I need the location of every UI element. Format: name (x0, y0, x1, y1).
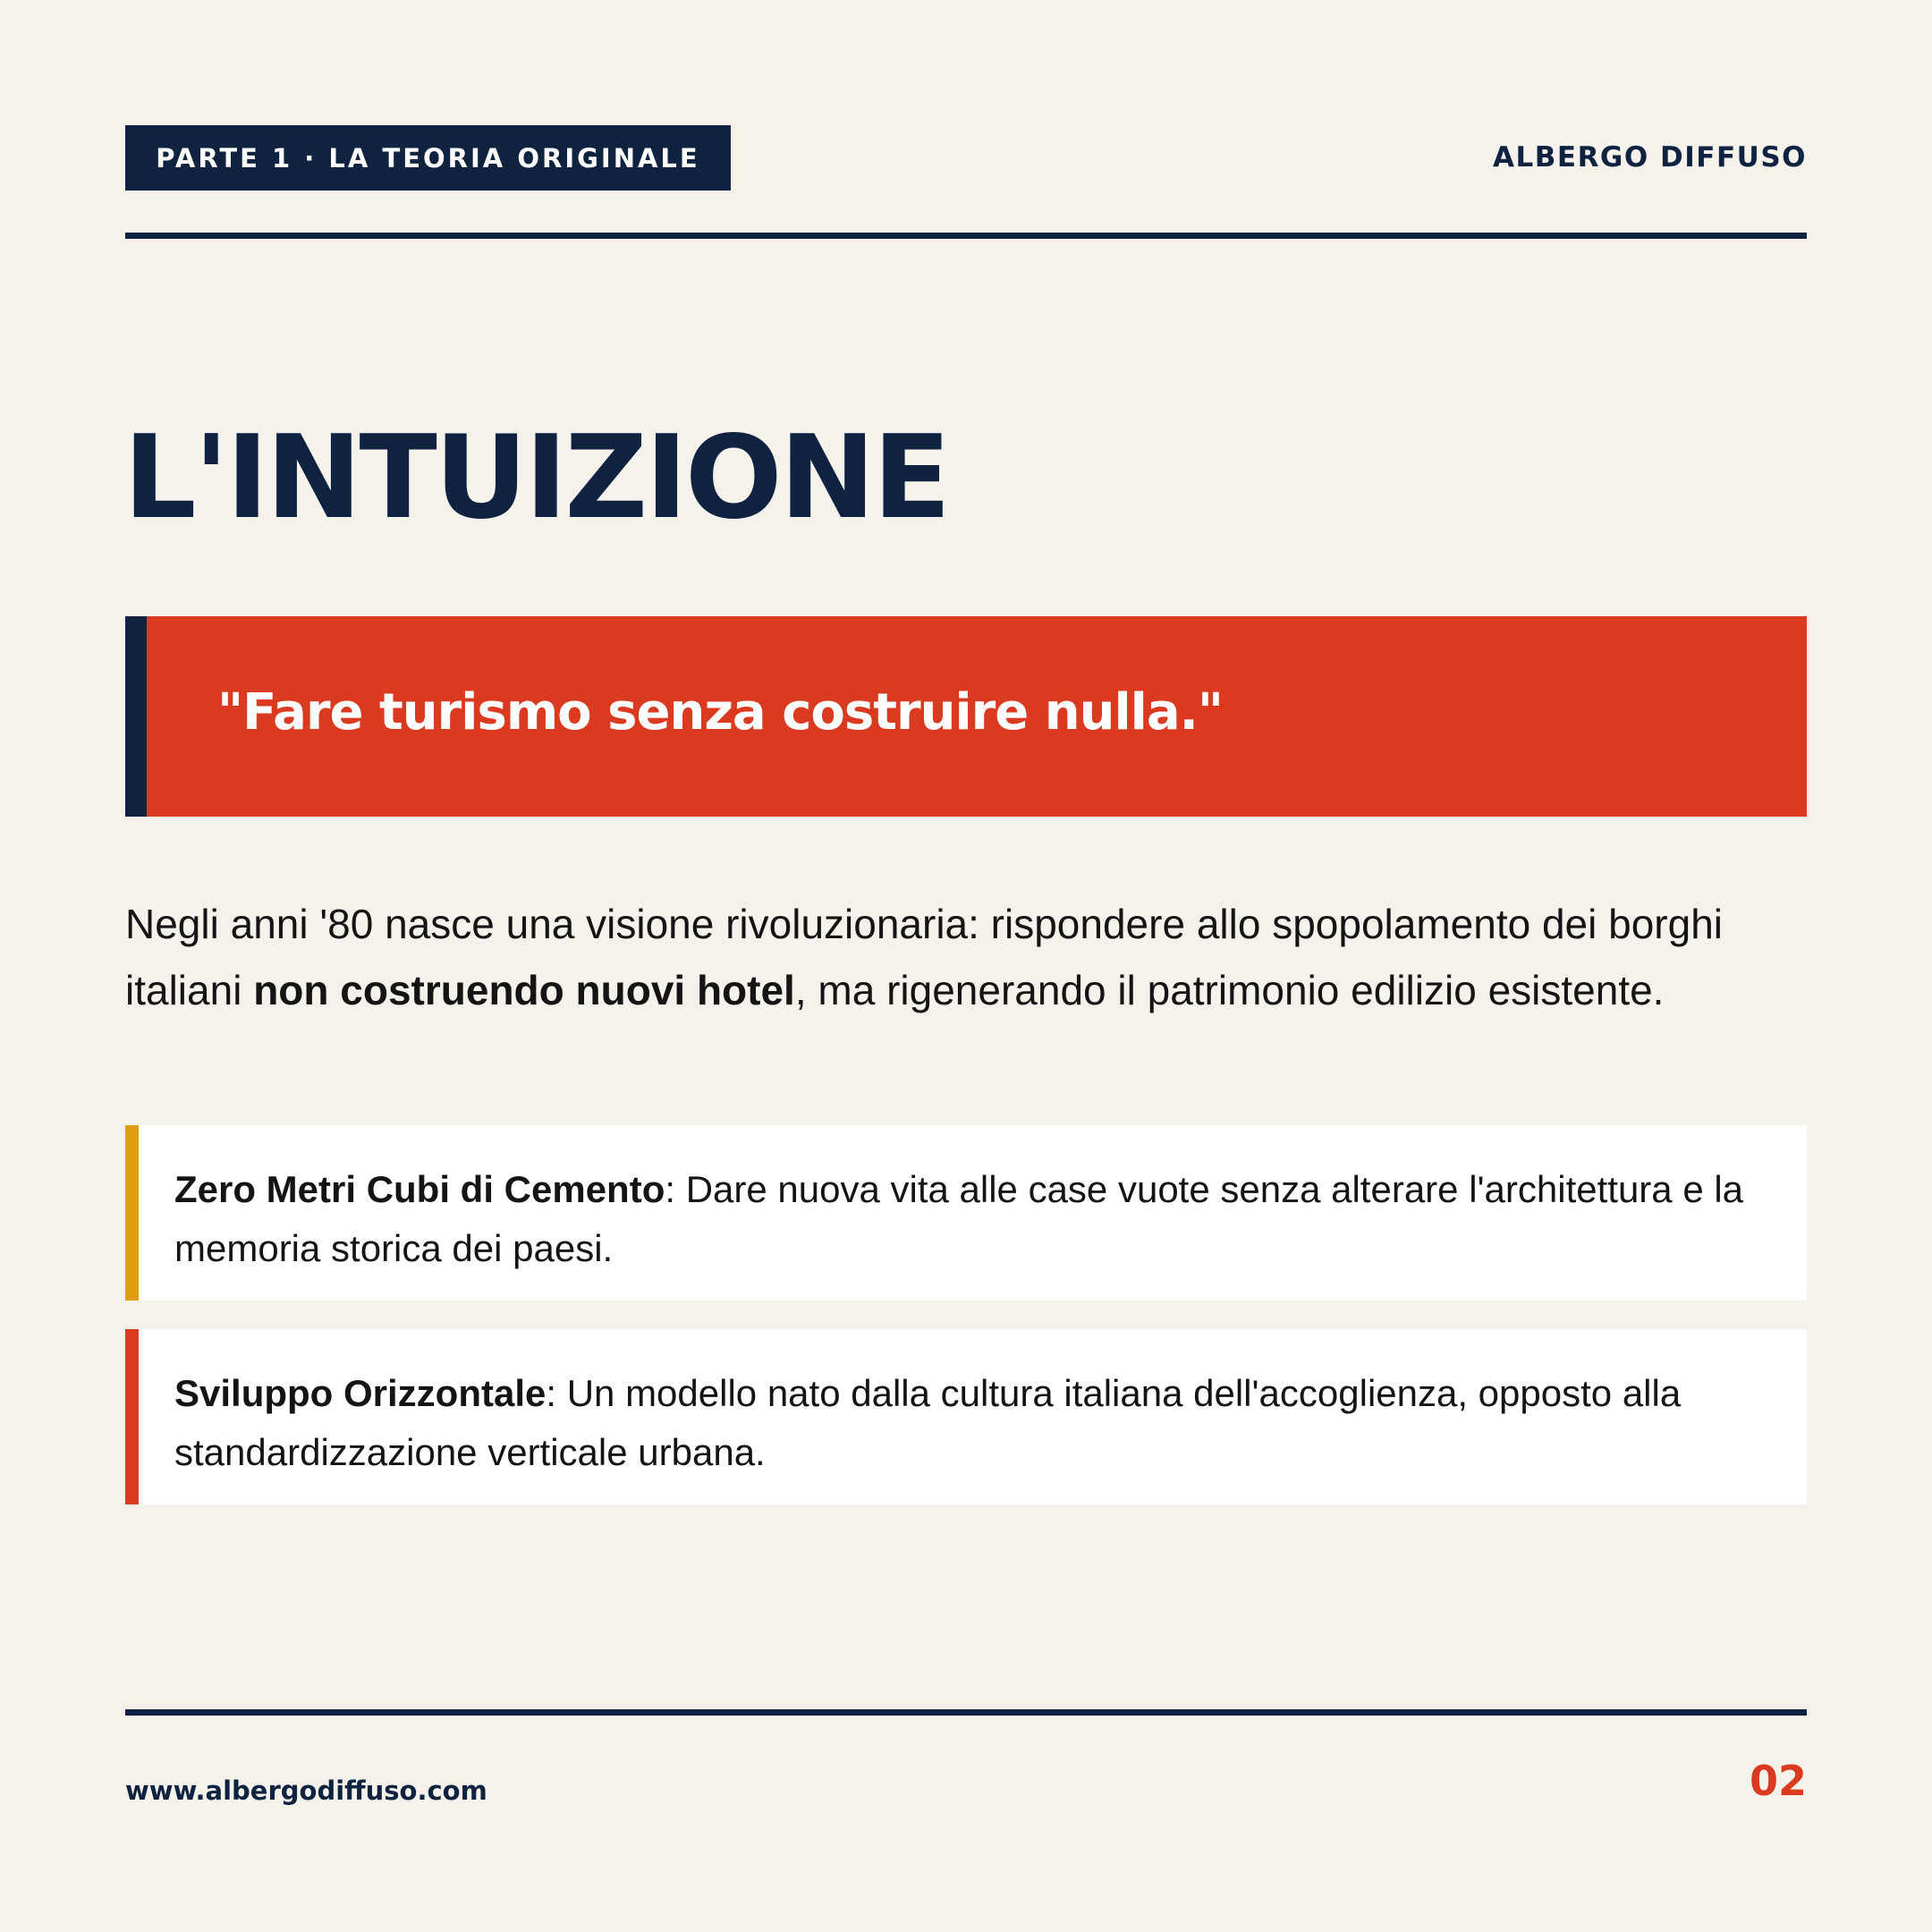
intro-text-end: , ma rigenerando il patrimonio edilizio esistente. (794, 967, 1665, 1013)
point-heading: Zero Metri Cubi di Cemento (174, 1168, 665, 1210)
footer-divider (125, 1709, 1807, 1716)
intro-text-start: Negli anni '80 nasce una visione rivoluzionaria: rispondere allo spopolamento dei borghi italiani (125, 901, 1724, 1013)
intro-emphasis: non costruendo nuovi hotel (253, 967, 795, 1013)
section-label: PARTE 1 · LA TEORIA ORIGINALE (156, 142, 700, 174)
section-badge (125, 125, 731, 191)
intro-paragraph (125, 891, 1807, 1023)
point-text: : Dare nuova vita alle case vuote senza alterare l'architettura e la memoria storica dei paesi. (174, 1168, 1744, 1269)
point-heading: Sviluppo Orizzontale (174, 1372, 547, 1414)
page-number: 02 (1749, 1757, 1807, 1805)
quote-box (125, 616, 1807, 817)
point-text: : Un modello nato dalla cultura italiana dell'accoglienza, opposto alla standardizzazione verticale urbana. (174, 1372, 1682, 1473)
quote-text: "Fare turismo senza costruire nulla." (217, 682, 1224, 741)
brand-name: ALBERGO DIFFUSO (1493, 141, 1807, 174)
header-divider (125, 233, 1807, 239)
point-card-horizontal-development (125, 1329, 1807, 1504)
website-link[interactable]: www.albergodiffuso.com (125, 1775, 487, 1806)
page-title: L'INTUIZIONE (123, 411, 949, 545)
point-card-zero-cement (125, 1125, 1807, 1301)
